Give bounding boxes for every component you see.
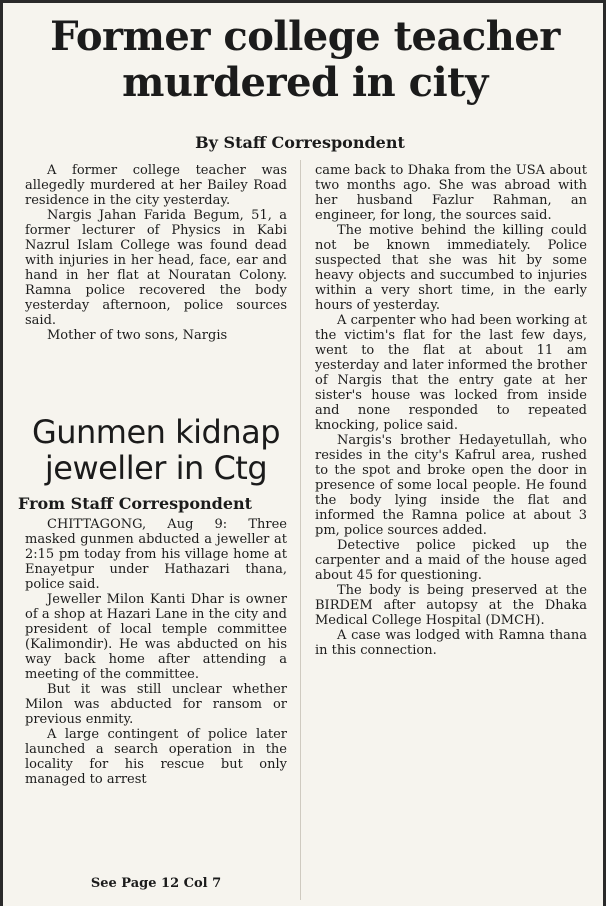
main-headline: Former college teacher murdered in city — [50, 13, 560, 106]
story2-paragraph: Jeweller Milon Kanti Dhar is owner of a shop at Hazari Lane in the city and president of local temple committee (Kalimondir). He was abducted on his way back home after attending a meeting of the committee. — [25, 592, 287, 682]
story2-paragraph: A large contingent of police later launched a search operation in the locality for his rescue but only managed to arrest — [25, 727, 287, 787]
story1-paragraph: A former college teacher was allegedly murdered at her Bailey Road residence in the city yesterday. — [25, 163, 287, 208]
story1-paragraph: came back to Dhaka from the USA about two months ago. She was abroad with her husband Fazlur Rahman, an engineer, for long, the sources said. — [315, 163, 587, 223]
story1-paragraph: The motive behind the killing could not be known immediately. Police suspected that she was hit by some heavy objects and succumbed to injuries within a very short time, in the early hours of yesterday. — [315, 223, 587, 313]
story1-paragraph: A carpenter who had been working at the victim's flat for the last few days, went to the flat at about 11 am yesterday and later informed the brother of Nargis that the entry gate at her sister's house was locked from inside and none responded to repeated knocking, police said. — [315, 313, 587, 433]
continuation-jump-line: See Page 12 Col 7 — [90, 876, 222, 891]
story1-left-column — [25, 163, 287, 343]
column-rule — [300, 160, 301, 900]
story1-paragraph: Mother of two sons, Nargis — [47, 328, 228, 343]
story2-byline: From Staff Correspondent — [18, 494, 253, 513]
story1-right-column — [315, 163, 587, 658]
story1-paragraph: Detective police picked up the carpenter and a maid of the house aged about 45 for questioning. — [315, 538, 587, 583]
story2-paragraph: But it was still unclear whether Milon was abducted for ransom or previous enmity. — [25, 682, 287, 727]
story2-paragraph: CHITTAGONG, Aug 9: Three masked gunmen abducted a jeweller at 2:15 pm today from his village home at Enayetpur under Hathazari thana, police said. — [25, 517, 287, 592]
story1-paragraph: A case was lodged with Ramna thana in this connection. — [315, 628, 587, 658]
main-byline: By Staff Correspondent — [195, 133, 405, 152]
story1-paragraph: The body is being preserved at the BIRDEM after autopsy at the Dhaka Medical College Hospital (DMCH). — [315, 583, 587, 628]
story2-headline: Gunmen kidnap jeweller in Ctg — [31, 413, 281, 487]
frame-left-rule — [0, 0, 3, 906]
frame-top-rule — [0, 0, 606, 3]
story1-paragraph: Nargis Jahan Farida Begum, 51, a former lecturer of Physics in Kabi Nazrul Islam College was found dead with injuries in her head, face, ear and hand in her flat at Nouratan Colony. Ramna police recovered the body yesterday afternoon, police sources said. — [25, 208, 287, 328]
story1-paragraph: Nargis's brother Hedayetullah, who resides in the city's Kafrul area, rushed to the spot and broke open the door in presence of some local people. He found the body lying inside the flat and informed the Ramna police at about 3 pm, police sources added. — [315, 433, 587, 538]
story2-column — [25, 517, 287, 787]
